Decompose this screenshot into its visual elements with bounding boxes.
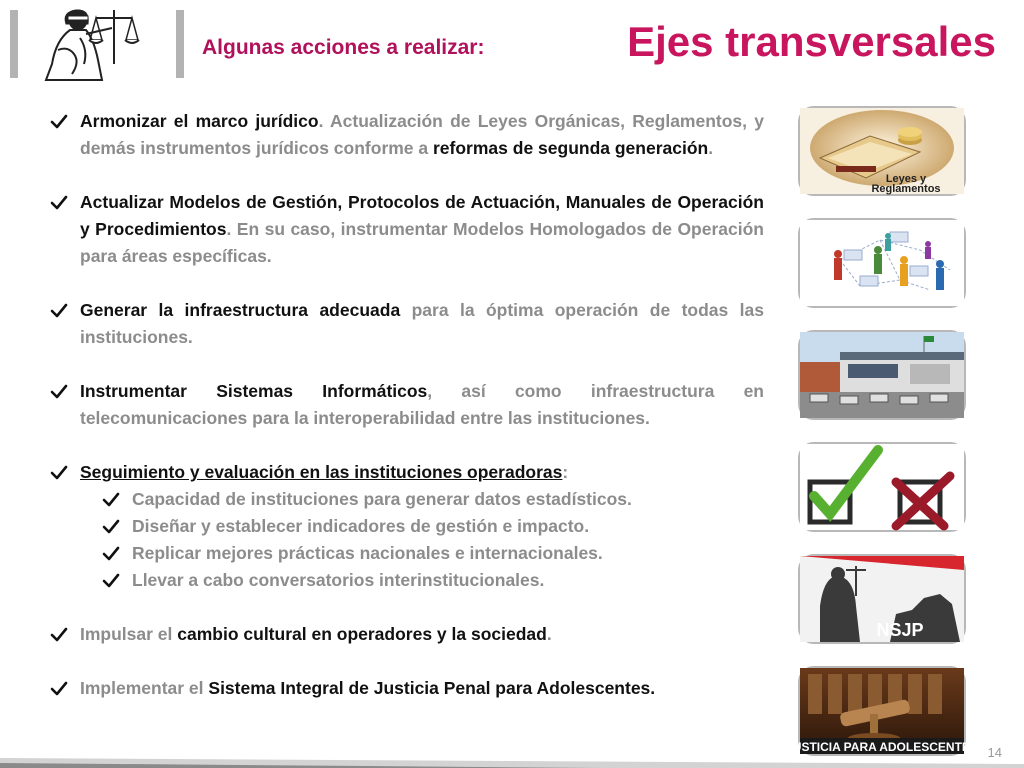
bullet-text: Implementar el <box>80 678 209 698</box>
checkmark-bullet-icon <box>50 621 70 648</box>
sub-bullet-text: Diseñar y establecer indicadores de gestión e impacto. <box>132 516 590 536</box>
check-cross-image <box>798 442 966 532</box>
checkmark-bullet-icon <box>102 540 122 567</box>
bullet-list <box>50 108 764 702</box>
bullet-text: . En su caso, instrumentar Modelos Homologados de Operación para áreas específicas. <box>80 219 764 266</box>
bullet-text: Armonizar el marco jurídico <box>80 111 319 131</box>
header-left-bar <box>10 10 18 78</box>
justice-scale-logo-icon <box>32 4 170 82</box>
header-right-bar <box>176 10 184 78</box>
checkmark-bullet-icon <box>50 675 70 702</box>
nsjp-image <box>798 554 966 644</box>
building-image <box>798 330 966 420</box>
bullet-text: Impulsar el <box>80 624 178 644</box>
checkmark-bullet-icon <box>102 567 122 594</box>
organization-chart-image <box>798 218 966 308</box>
checkmark-bullet-icon <box>102 513 122 540</box>
bullet-text: Seguimiento y evaluación en las instituciones operadoras <box>80 462 563 482</box>
sub-bullet-item <box>50 540 764 567</box>
bullet-text: , así como infraestructura en telecomunicaciones para la interoperabilidad entre las instituciones. <box>80 381 764 428</box>
sub-bullet-item <box>50 567 764 594</box>
checkmark-bullet-icon <box>50 297 70 324</box>
leyes-reglamentos-image <box>798 106 966 196</box>
section-subtitle: Algunas acciones a realizar: <box>202 36 485 59</box>
checkmark-bullet-icon <box>50 459 70 486</box>
nsjp-caption: NSJP <box>876 620 924 640</box>
footer-bar <box>0 754 1024 768</box>
sub-bullet-text: Capacidad de instituciones para generar datos estadísticos. <box>132 489 632 509</box>
justicia-adolescentes-image <box>786 666 978 756</box>
bullet-item <box>50 675 764 702</box>
bullet-text: Sistema Integral de Justicia Penal para Adolescentes. <box>208 678 656 698</box>
checkmark-bullet-icon <box>102 486 122 513</box>
sub-bullet-item <box>50 513 764 540</box>
sub-bullet-text: Llevar a cabo conversatorios interinstitucionales. <box>132 570 545 590</box>
sub-bullet-text: Replicar mejores prácticas nacionales e internacionales. <box>132 543 603 563</box>
checkmark-bullet-icon <box>50 108 70 135</box>
bullet-item <box>50 189 764 270</box>
bullet-text: cambio cultural en operadores y la sociedad <box>177 624 547 644</box>
bullet-item <box>50 459 764 486</box>
bullet-text: : <box>562 462 569 482</box>
bullet-item <box>50 378 764 432</box>
bullet-text: . <box>708 138 714 158</box>
page-number: 14 <box>987 745 1002 760</box>
bullet-text: . <box>546 624 552 644</box>
page-title: Ejes transversales <box>627 18 996 65</box>
bullet-item <box>50 297 764 351</box>
checkmark-bullet-icon <box>50 189 70 216</box>
checkmark-bullet-icon <box>50 378 70 405</box>
bullet-item <box>50 621 764 648</box>
bullet-text: . Actualización de Leyes Orgánicas, Reglamentos, y demás instrumentos jurídicos conforme a <box>80 111 764 158</box>
bullet-text: Instrumentar Sistemas Informáticos <box>80 381 428 401</box>
justicia-caption: JUSTICIA PARA ADOLESCENTES <box>786 740 978 754</box>
bullet-text: Generar la infraestructura adecuada <box>80 300 401 320</box>
bullet-item <box>50 108 764 162</box>
leyes-caption-line2: Reglamentos <box>871 183 941 195</box>
sub-bullet-item <box>50 486 764 513</box>
bullet-text: para la óptima operación de todas las instituciones. <box>80 300 765 347</box>
leyes-caption-line1: Leyes y <box>885 173 927 185</box>
bullet-text: Actualizar Modelos de Gestión, Protocolos de Actuación, Manuales de Operación y Procedimientos <box>80 192 764 239</box>
bullet-text: reformas de segunda generación <box>433 138 709 158</box>
